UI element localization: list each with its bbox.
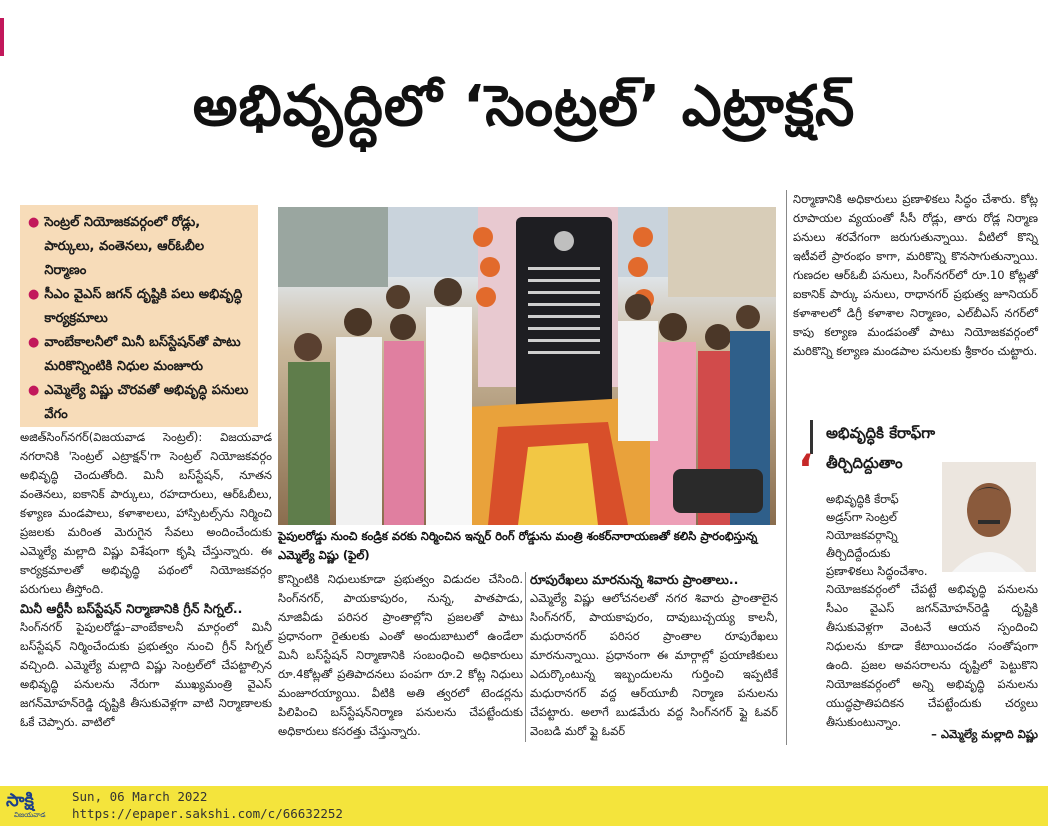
- highlight-text: సీఎం వైఎస్ జగన్ దృష్టికి పలు అభివృద్ధి కార్యక్రమాలు: [44, 287, 243, 326]
- article-paragraph: నిర్మాణానికి అధికారులు ప్రణాళికలు సిద్ధం చేశారు. కోట్ల రూపాయల వ్యయంతో సీసీ రోడ్లు, తారు రోడ్ల నిర్మాణ పనులు శరవేగంగా జరుగుతున్నాయి. వీటిలో కొన్ని ఇటీవలే ప్రారంభం కాగా, మరికొన్ని కొనసాగుతున్నాయి. గుణదల ఆర్ఓబీ పనులు, సింగ్‌నగర్‌లో రూ.10 కోట్లతో ఐకానిక్ పార్కు పనులు, రాధానగర్ ప్రభుత్వ జూనియర్ కళాశాలలో డిగ్రీ కళాశాల నిర్మాణం, ఎల్‌బీఎస్ నగర్‌లో కాపు కల్యాణ మండపంతో పాటు నియోజకవర్గంలో మరికొన్ని కల్యాణ మండపాల పనులకు శ్రీకారం చుట్టారు.: [793, 192, 1038, 358]
- accent-bar: [0, 18, 4, 56]
- logo-edition: విజయవాడ: [14, 811, 46, 819]
- portrait-illustration: [942, 462, 1036, 572]
- bullet-icon: ●: [28, 383, 40, 398]
- quote-body-text: నియోజకవర్గంలో చేపట్టే అభివృద్ధి పనులను సీఎం వైఎస్ జగన్‌మోహన్‌రెడ్డి దృష్టికి తీసుకువెళ్లగా వెంటనే ఆయన స్పందించి నిధులను కూడా కేటాయించడం సంతోషంగా ఉంది. ప్రజల అవసరాలను దృష్టిలో పెట్టుకొని నియోజకవర్గంలో అన్ని అభివృద్ధి పనులను యుద్ధప్రాతిపదికన చేపట్టేందుకు చర్యలు తీసుకుంటున్నాం.: [826, 582, 1038, 729]
- quote-intro-text: అభివృద్ధికి కేరాఫ్ అడ్రస్‌గా సెంట్రల్ నియోజకవర్గాన్ని తీర్చిదిద్దేందుకు ప్రణాళికలు సిద్ధంచేశాం.: [826, 492, 928, 578]
- column-divider: [786, 190, 787, 745]
- article-column-4: [793, 190, 1038, 361]
- photo-caption: పైపులరోడ్డు నుంచి కండ్రిక వరకు నిర్మించిన ఇన్నర్ రింగ్ రోడ్డును మంత్రి శంకర్‌నారాయణతో కలిసి ప్రారంభిస్తున్న ఎమ్మెల్యే విష్ణు (ఫైల్): [278, 529, 758, 562]
- article-subheading: రూపురేఖలు మారనున్న శివారు ప్రాంతాలు..: [530, 572, 739, 587]
- epaper-link[interactable]: https://epaper.sakshi.com/c/66632252: [72, 806, 343, 821]
- highlight-item: [28, 331, 250, 379]
- article-subheading: మినీ ఆర్టీసీ బస్‌స్టేషన్ నిర్మాణానికి గ్రీన్ సిగ్నల్..: [20, 601, 243, 616]
- footer-bar: [0, 786, 1048, 826]
- article-paragraph: ఎమ్మెల్యే విష్ణు ఆలోచనలతో నగర శివారు ప్రాంతాలైన సింగ్‌నగర్, పాయకాపురం, దావుబుచ్చయ్య కాలనీ, మధురానగర్ పరిసర ప్రాంతాల రూపురేఖలు మారనున్నాయి. ప్రధానంగా ఈ మార్గాల్లో ప్రయాణికులు ఎదుర్కొంటున్న ఇబ్బందులను గుర్తించి ఇప్పటికే మధురానగర్ వద్ద ఆర్‌యూబీ నిర్మాణ పనులను చేపట్టారు. అలాగే బుడమేరు వద్ద సింగ్‌నగర్ ఫ్లై ఓవర్ వెంబడి మరో ఫ్లై ఓవర్: [530, 591, 778, 738]
- sakshi-logo: సాక్షి: [6, 790, 34, 811]
- bullet-icon: ●: [28, 215, 40, 230]
- article-paragraph: కొన్నింటికి నిధులుకూడా ప్రభుత్వం విడుదల చేసింది. సింగ్‌నగర్, పాయకాపురం, నున్న, పాతపాడు, నూజివీడు పరిసర ప్రాంతాల్లోని ప్రజలతో పాటు ప్రధానంగా రైతులకు ఎంతో అందుబాటులో ఉండేలా మినీ బస్‌స్టేషన్ నిర్మాణానికి సంబంధించి అధికారులు రూ.4కోట్లతో ప్రతిపాదనలు పంపగా రూ.2 కోట్ల నిధులు మంజూరయ్యాయి. వీటికి అతి త్వరలో టెండర్లను పిలిపించి బస్‌స్టేషన్‌నిర్మాణ పనులను చేపట్టేందుకు అధికారులు కసరత్తు చేస్తున్నారు.: [278, 572, 523, 738]
- highlights-box: [20, 205, 258, 427]
- article-column-3: [530, 570, 778, 741]
- article-column-2: [278, 570, 523, 741]
- column-divider: [525, 572, 526, 742]
- quote-title-line: తీర్చిదిద్దుతాం: [826, 454, 903, 472]
- article-paragraph: అజిత్‌సింగ్‌నగర్(విజయవాడ సెంట్రల్): విజయవాడ నగరానికి 'సెంట్రల్ ఎట్రాక్షన్‌'గా సెంట్రల్ నియోజకవర్గం అభివృద్ధి చెందుతోంది. మినీ బస్‌స్టేషన్, నూతన వంతెనలు, ఐకానిక్ పార్కులు, రహదారులు, ఆర్ఓబీలు, కళ్యాణ మండపాలు, కళాశాలలు, హాస్పిటల్స్‌ను నిర్మించి ప్రజలకు మరింత మెరుగైన సేవలు అందించేందుకు ఎమ్మెల్యే మల్లాది విష్ణు విశేషంగా కృషి చేస్తున్నారు. ఈ కార్యక్రమాలతో అభివృద్ధి పథంలో నియోజకవర్గం పరుగులు తీస్తోంది.: [20, 430, 272, 596]
- quote-title-line: అభివృద్ధికి కేరాఫ్‌గా: [826, 424, 936, 442]
- highlight-text: ఎమ్మెల్యే విష్ణు చొరవతో అభివృద్ధి పనులు వేగం: [44, 383, 249, 422]
- bullet-icon: ●: [28, 287, 40, 302]
- quote-attribution: – ఎమ్మెల్యే మల్లాది విష్ణు: [931, 727, 1038, 741]
- highlight-item: [28, 211, 250, 283]
- news-photo: [278, 207, 776, 525]
- highlight-text: వాంబేకాలనీలో మినీ బస్‌స్టేషన్‌తో పాటు మరికొన్నింటికి నిధుల మంజూరు: [44, 335, 241, 374]
- mla-portrait: [942, 462, 1036, 572]
- highlight-text: సెంట్రల్ నియోజకవర్గంలో రోడ్లు, పార్కులు, వంతెనలు, ఆర్ఓబీల నిర్మాణం: [44, 215, 205, 278]
- article-column-1: [20, 428, 272, 732]
- highlight-item: [28, 379, 250, 427]
- headline: అభివృద్ధిలో ‘సెంట్రల్’ ఎట్రాక్షన్: [192, 74, 856, 139]
- edition-date: Sun, 06 March 2022: [72, 789, 208, 804]
- article-paragraph: సింగ్‌నగర్ పైపులరోడ్డు–వాంబేకాలనీ మార్గంలో మినీ బస్‌స్టేషన్ నిర్మించేందుకు ప్రభుత్వం నుంచి గ్రీన్ సిగ్నల్ వచ్చింది. ఎమ్మెల్యే మల్లాది విష్ణు సెంట్రల్‌లో చేపట్టాల్సిన అభివృద్ధి పనులను నేరుగా ముఖ్యమంత్రి వైఎస్ జగన్‌మోహన్‌రెడ్డి దృష్టికి తీసుకువెళ్లగా వాటి నిర్మాణాలకు ఓకే చెప్పారు. వాటిలో: [20, 620, 272, 729]
- highlight-item: [28, 283, 250, 331]
- quote-mark-icon: ‘: [798, 447, 814, 493]
- bullet-icon: ●: [28, 335, 40, 350]
- photo-illustration: [278, 207, 776, 525]
